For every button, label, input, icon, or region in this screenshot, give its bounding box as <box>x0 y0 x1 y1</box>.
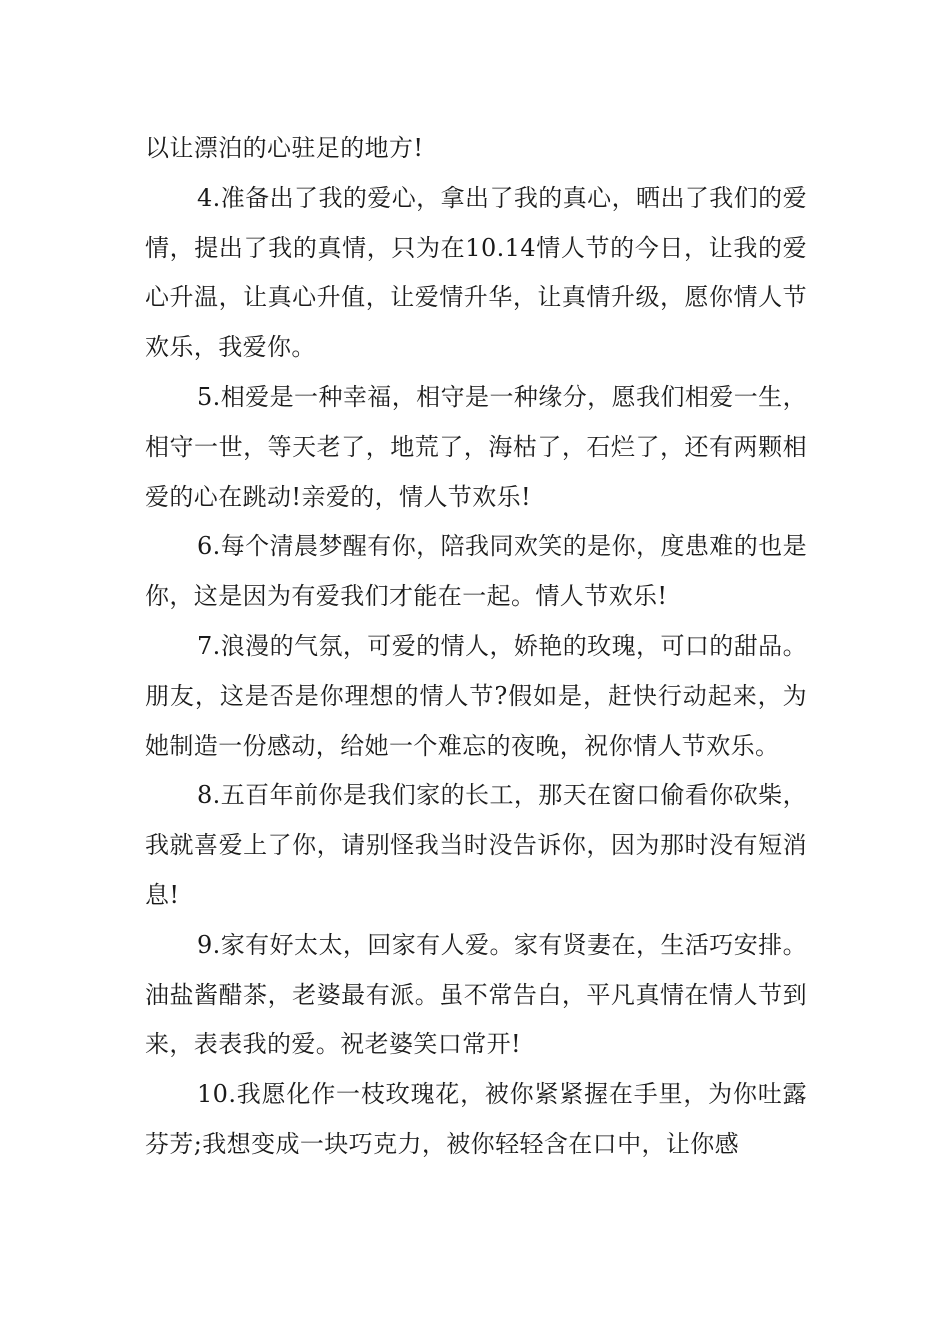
paragraph-item-10: 10.我愿化作一枝玫瑰花，被你紧紧握在手里，为你吐露芬芳;我想变成一块巧克力，被你轻轻含在口中，让你感 <box>145 1080 807 1158</box>
document-body <box>145 124 807 1170</box>
paragraph-item-8: 8.五百年前你是我们家的长工，那天在窗口偷看你砍柴，我就喜爱上了你，请别怪我当时没告诉你，因为那时没有短消息! <box>145 781 807 909</box>
paragraph-item-5: 5.相爱是一种幸福，相守是一种缘分，愿我们相爱一生，相守一世，等天老了，地荒了，海枯了，石烂了，还有两颗相爱的心在跳动!亲爱的，情人节欢乐! <box>145 382 807 511</box>
paragraph-continuation: 以让漂泊的心驻足的地方! <box>145 134 424 162</box>
paragraph-item-9: 9.家有好太太，回家有人爱。家有贤妻在，生活巧安排。油盐酱醋茶，老婆最有派。虽不常告白，平凡真情在情人节到来，表表我的爱。祝老婆笑口常开! <box>145 930 807 1059</box>
paragraph-item-4: 4.准备出了我的爱心，拿出了我的真心，晒出了我们的爱情，提出了我的真情，只为在10.14情人节的今日，让我的爱心升温，让真心升值，让爱情升华，让真情升级，愿你情人节欢乐，我爱你。 <box>145 183 807 362</box>
paragraph-item-6: 6.每个清晨梦醒有你，陪我同欢笑的是你，度患难的也是你，这是因为有爱我们才能在一起。情人节欢乐! <box>145 532 807 611</box>
paragraph-item-7: 7.浪漫的气氛，可爱的情人，娇艳的玫瑰，可口的甜品。朋友，这是否是你理想的情人节?假如是，赶快行动起来，为她制造一份感动，给她一个难忘的夜晚，祝你情人节欢乐。 <box>145 631 807 760</box>
